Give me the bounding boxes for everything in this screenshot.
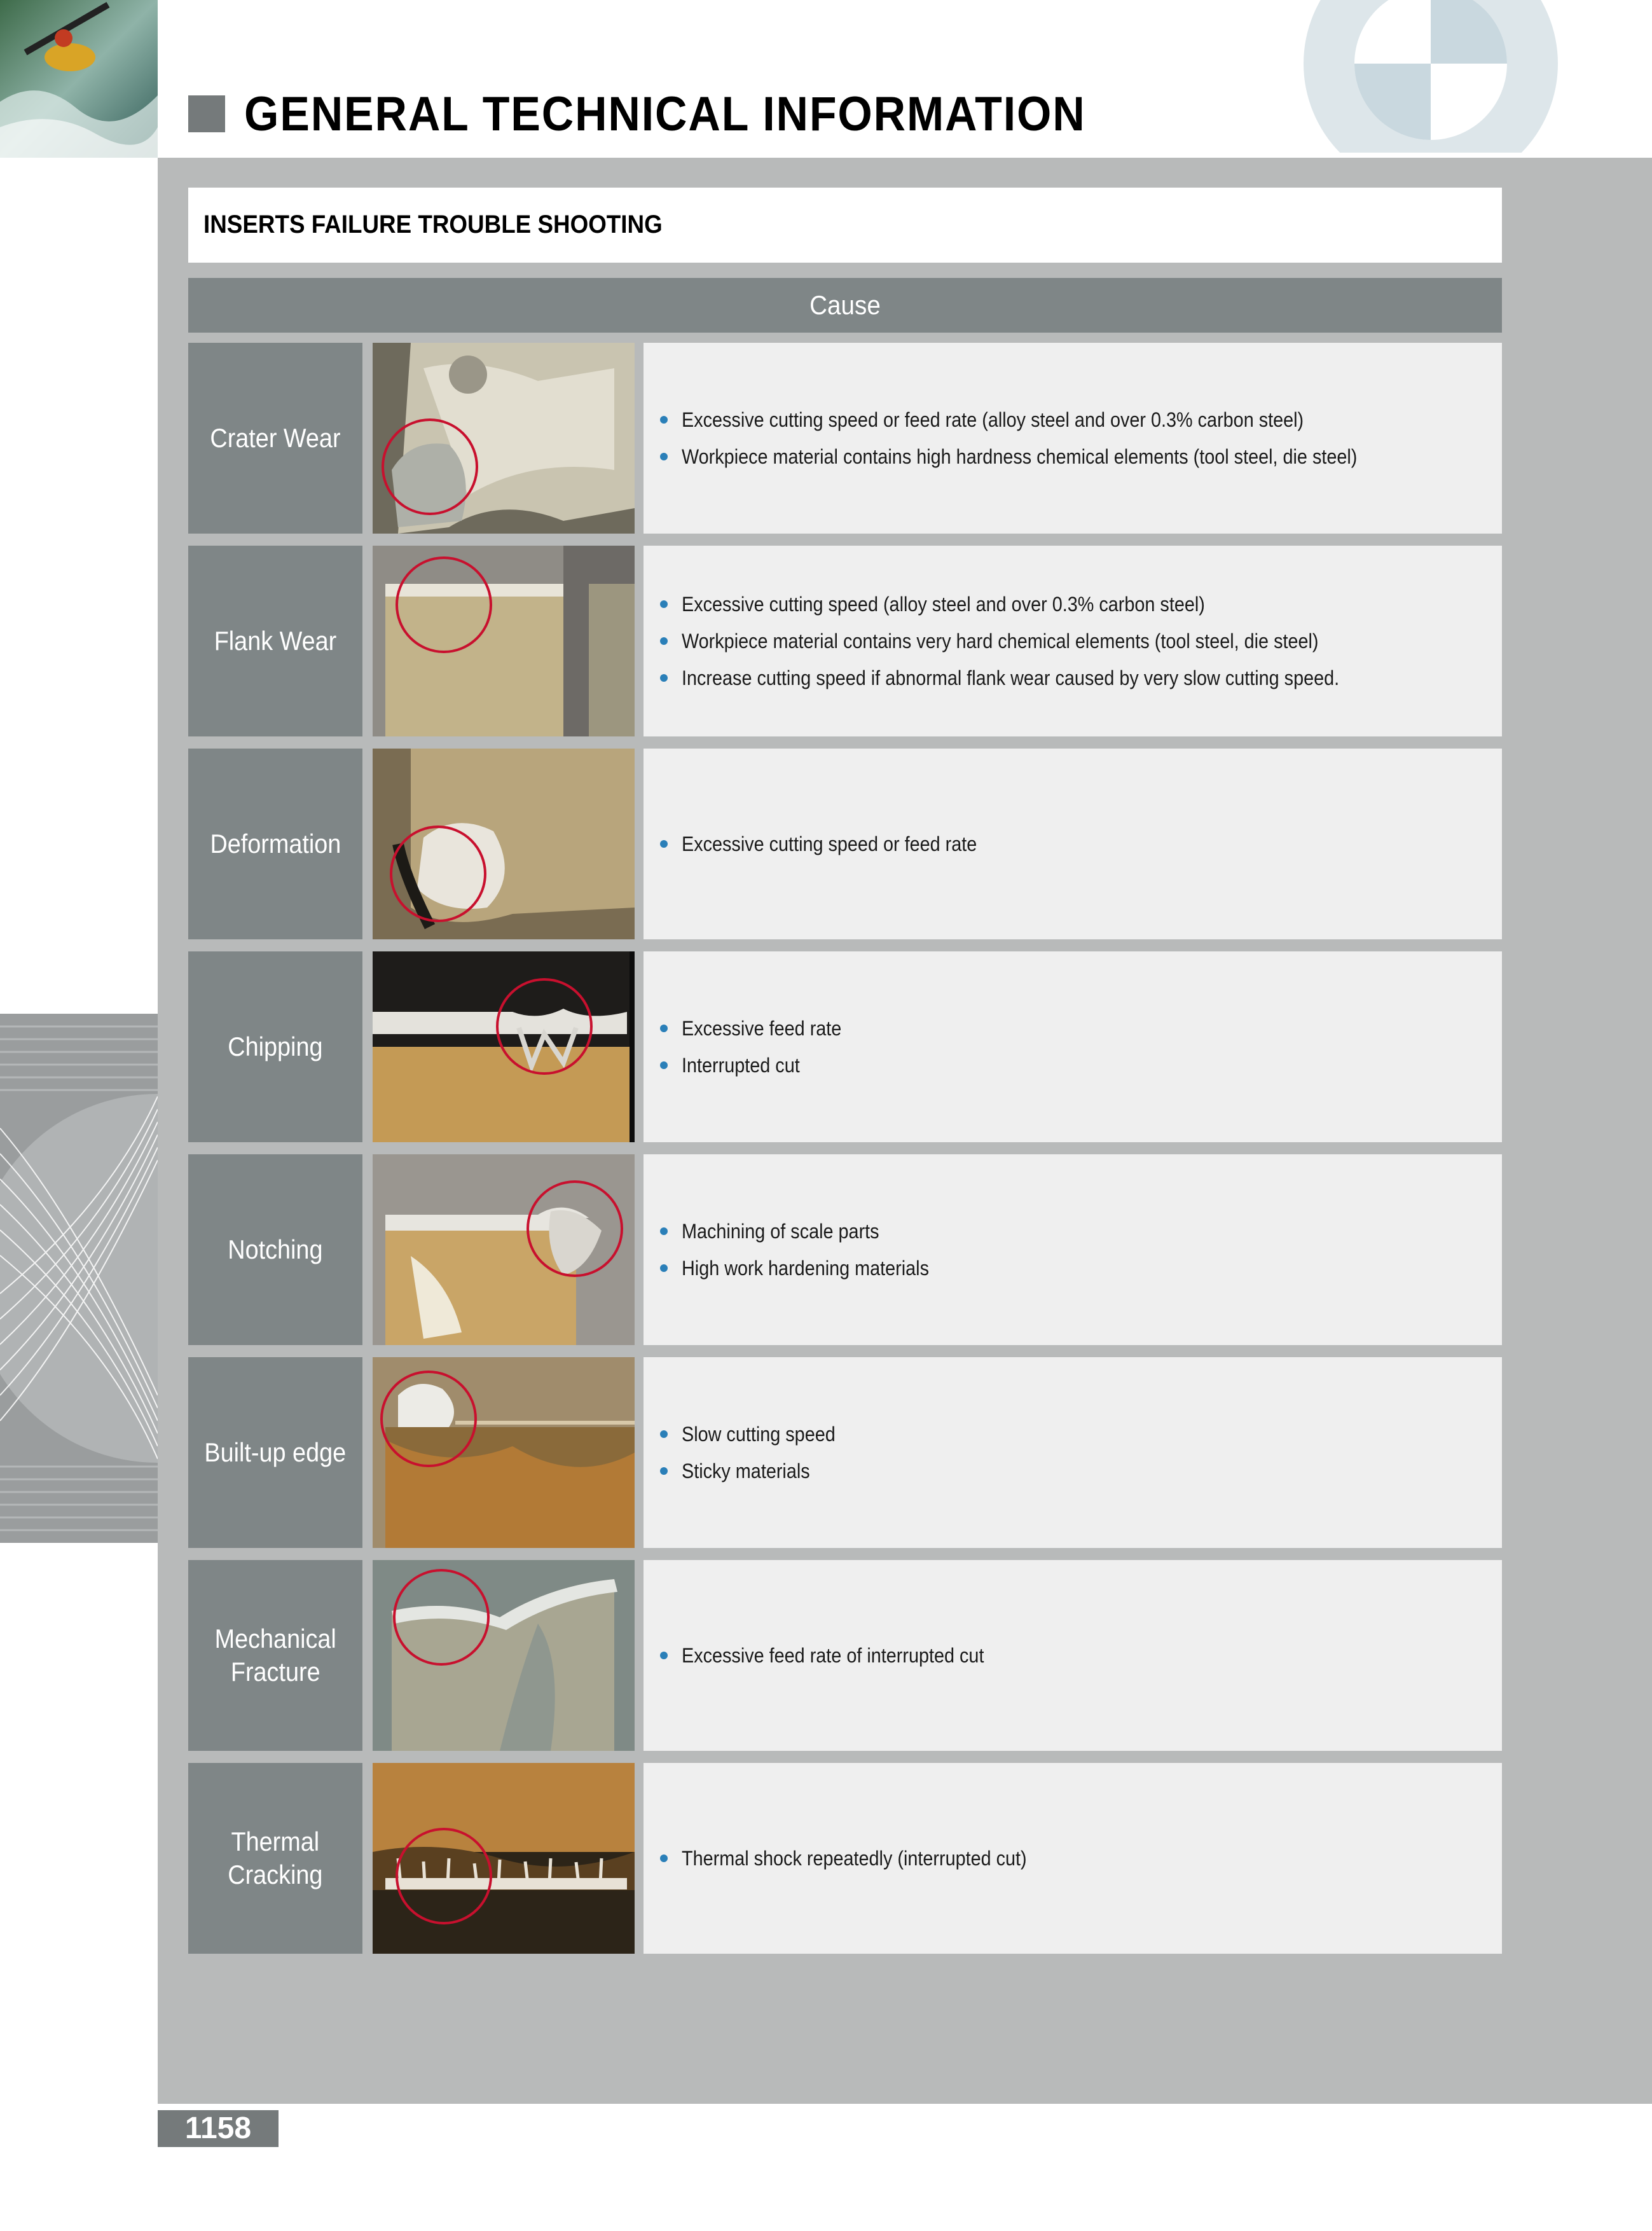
bullet-icon [660, 1652, 668, 1659]
cause-item: Slow cutting speed [644, 1416, 1502, 1453]
table-row [188, 343, 1502, 534]
kayak-photo [0, 0, 158, 158]
section-title: INSERTS FAILURE TROUBLE SHOOTING [203, 211, 663, 238]
insert-photo-notching [373, 1154, 635, 1345]
cause-item: Increase cutting speed if abnormal flank wear caused by very slow cutting speed. [644, 660, 1502, 696]
table-row [188, 951, 1502, 1142]
insert-photo-deformation [373, 749, 635, 939]
bullet-icon [660, 600, 668, 608]
bullet-icon [660, 674, 668, 682]
failure-label: Chipping [188, 951, 362, 1142]
failure-label: Built-up edge [188, 1357, 362, 1548]
cause-item: Excessive feed rate of interrupted cut [644, 1637, 1502, 1674]
insert-photo-chipping [373, 951, 635, 1142]
table-row [188, 1763, 1502, 1954]
cause-list [644, 343, 1502, 534]
failure-label: Flank Wear [188, 546, 362, 736]
insert-photo-built-up-edge [373, 1357, 635, 1548]
bullet-icon [660, 1855, 668, 1862]
bullet-icon [660, 840, 668, 848]
table-header [188, 278, 1502, 333]
bullet-icon [660, 1061, 668, 1069]
page-title: GENERAL TECHNICAL INFORMATION [244, 87, 1086, 141]
failure-label: Deformation [188, 749, 362, 939]
bullet-icon [660, 1227, 668, 1235]
cause-item: Workpiece material contains high hardness chemical elements (tool steel, die steel) [644, 438, 1502, 475]
cause-item: Excessive cutting speed (alloy steel and over 0.3% carbon steel) [644, 586, 1502, 623]
table-row [188, 1560, 1502, 1751]
cause-list [644, 1154, 1502, 1345]
insert-photo-thermal-cracking [373, 1763, 635, 1954]
cause-item: Excessive feed rate [644, 1010, 1502, 1047]
bullet-icon [660, 1430, 668, 1438]
section-title-box [188, 188, 1502, 263]
cause-item: Workpiece material contains very hard chemical elements (tool steel, die steel) [644, 623, 1502, 660]
table-row [188, 546, 1502, 736]
cause-item: Machining of scale parts [644, 1213, 1502, 1250]
failure-label: Notching [188, 1154, 362, 1345]
cause-list [644, 1357, 1502, 1548]
brand-logo-watermark [1297, 0, 1564, 153]
cause-item: High work hardening materials [644, 1250, 1502, 1287]
cause-list [644, 546, 1502, 736]
cause-item: Excessive cutting speed or feed rate [644, 825, 1502, 862]
cause-item: Excessive cutting speed or feed rate (alloy steel and over 0.3% carbon steel) [644, 401, 1502, 438]
cause-item: Sticky materials [644, 1453, 1502, 1489]
side-wave-decoration [0, 1014, 158, 1543]
bullet-icon [660, 637, 668, 645]
bullet-icon [660, 1467, 668, 1475]
insert-photo-flank-wear [373, 546, 635, 736]
bullet-icon [660, 1025, 668, 1032]
bullet-icon [660, 453, 668, 460]
bullet-icon [660, 1264, 668, 1272]
failure-label: Mechanical Fracture [188, 1560, 362, 1751]
page-number-box [158, 2110, 279, 2147]
cause-item: Interrupted cut [644, 1047, 1502, 1084]
cause-item: Thermal shock repeatedly (interrupted cut) [644, 1840, 1502, 1877]
insert-photo-crater-wear [373, 343, 635, 534]
cause-list [644, 951, 1502, 1142]
table-row [188, 1357, 1502, 1548]
bullet-icon [660, 416, 668, 424]
table-row [188, 1154, 1502, 1345]
table-row [188, 749, 1502, 939]
failure-label: Thermal Cracking [188, 1763, 362, 1954]
column-header-cause: Cause [809, 290, 881, 320]
cause-list [644, 749, 1502, 939]
failure-label: Crater Wear [188, 343, 362, 534]
cause-list [644, 1763, 1502, 1954]
title-square-icon [188, 95, 225, 132]
page-number: 1158 [184, 2111, 252, 2145]
insert-photo-mechanical-fracture [373, 1560, 635, 1751]
cause-list [644, 1560, 1502, 1751]
